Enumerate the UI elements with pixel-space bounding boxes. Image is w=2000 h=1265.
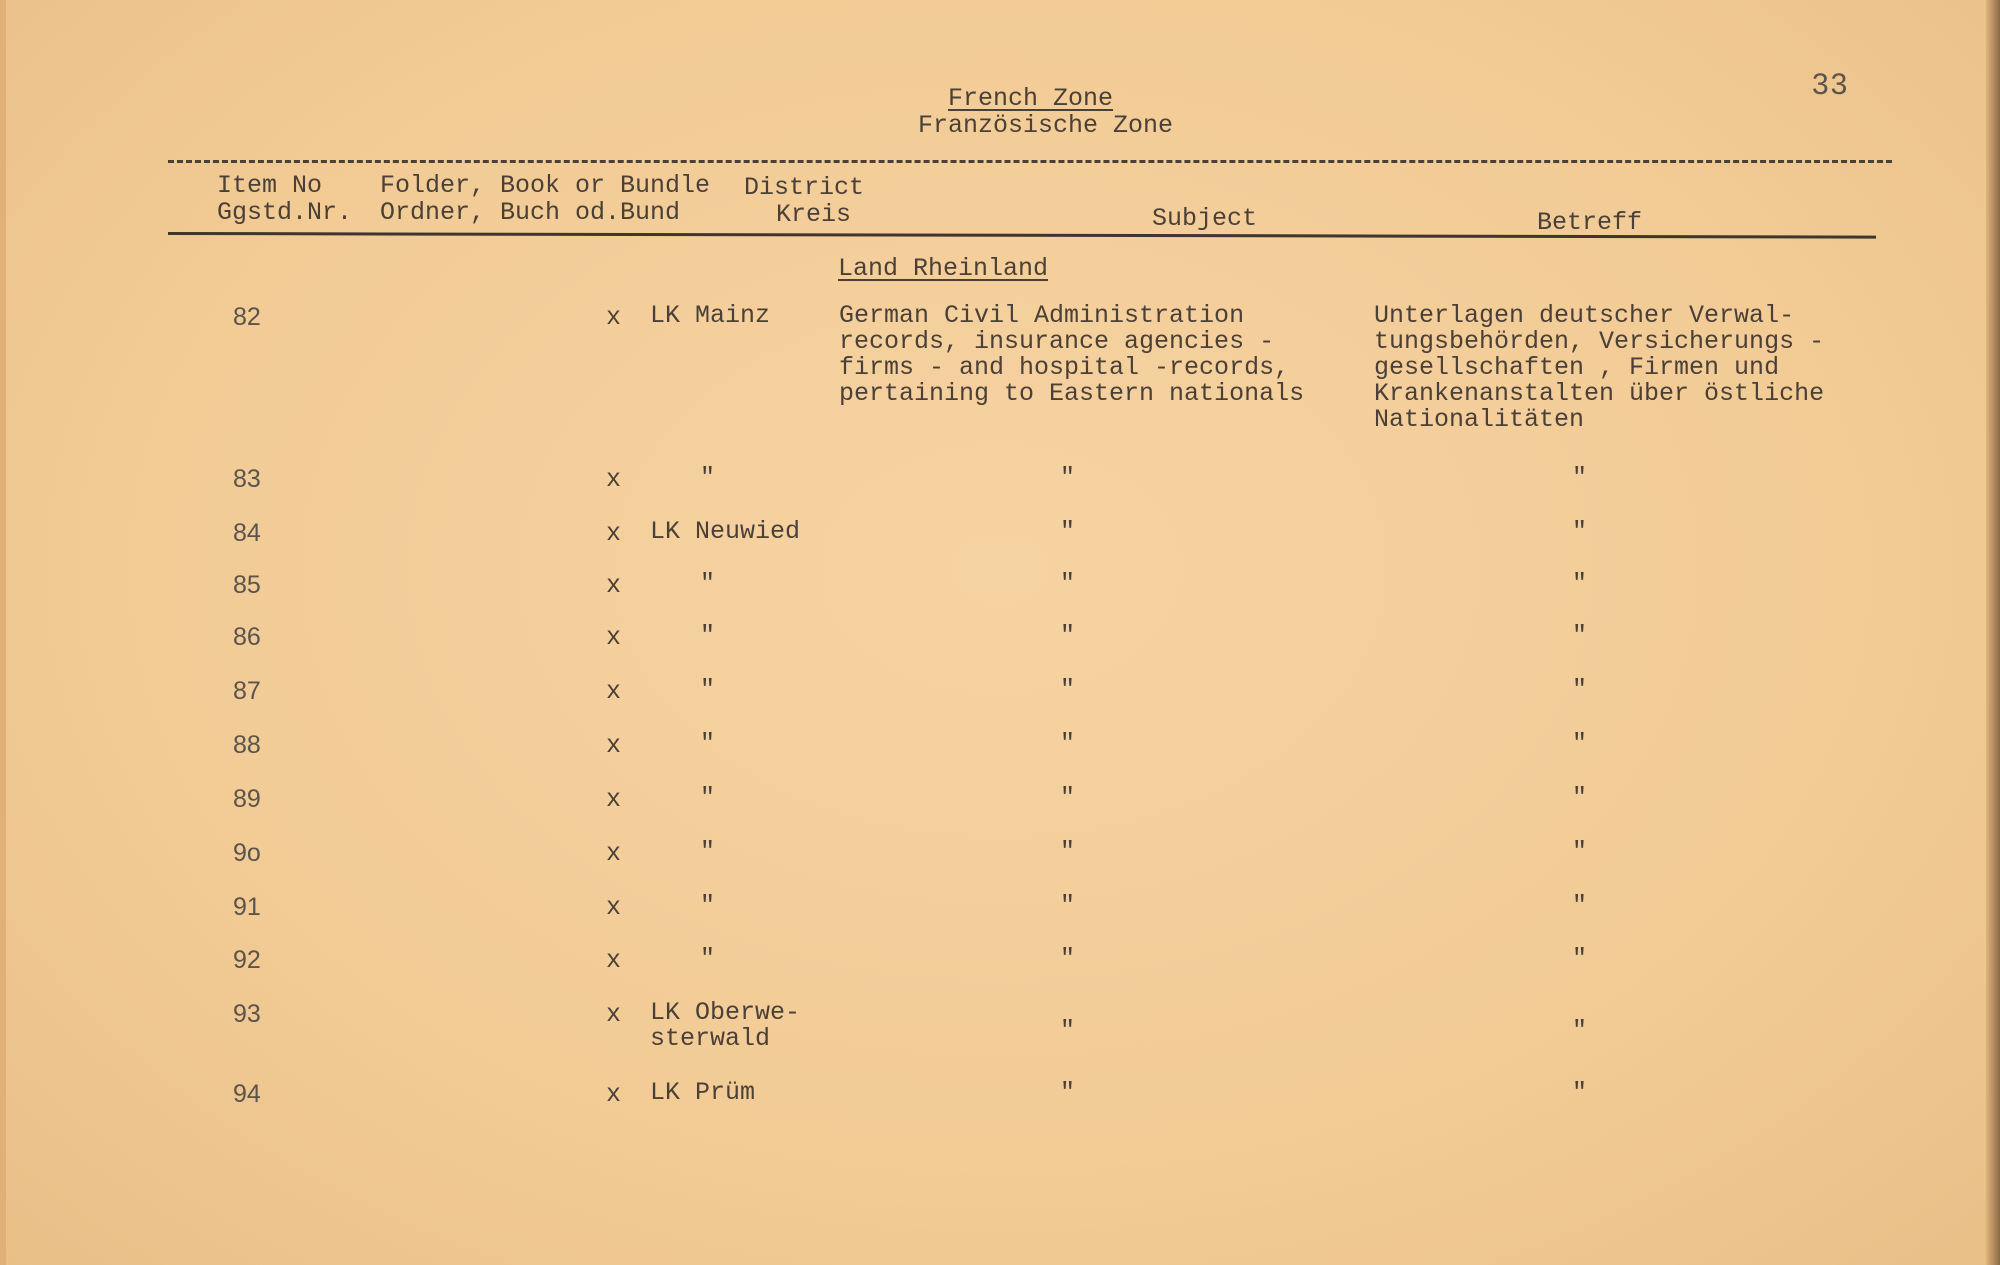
cell-folder-mark: x — [606, 1080, 622, 1109]
cell-folder-mark: x — [606, 1000, 622, 1029]
cell-folder-mark: x — [606, 465, 622, 494]
cell-subject: " — [1060, 517, 1076, 546]
cell-subject: " — [1060, 837, 1076, 866]
header-district-de: Kreis — [776, 200, 852, 229]
cell-district: " — [700, 675, 716, 704]
cell-subject: German Civil Administration records, insurance agencies - firms - and hospital -records, pertaining to Eastern nationals — [839, 301, 1305, 408]
cell-item-number: 89 — [233, 785, 261, 813]
cell-subject: " — [1060, 1078, 1076, 1107]
cell-folder-mark: x — [606, 303, 622, 332]
cell-subject: " — [1060, 621, 1076, 650]
cell-district: " — [700, 837, 716, 866]
header-folder: Folder, Book or Bundle — [380, 171, 711, 200]
cell-district: " — [700, 569, 716, 598]
page-title: French Zone — [948, 84, 1114, 113]
cell-subject: " — [1060, 1016, 1076, 1045]
cell-betreff: " — [1572, 517, 1588, 546]
cell-betreff: " — [1572, 837, 1588, 866]
cell-subject: " — [1060, 675, 1076, 704]
cell-betreff: " — [1572, 569, 1588, 598]
page-right-edge — [1986, 0, 2000, 1265]
cell-folder-mark: x — [606, 893, 622, 922]
cell-item-number: 85 — [233, 571, 261, 599]
cell-district: LK Neuwied — [650, 517, 801, 546]
page-number: 33 — [1812, 68, 1850, 101]
cell-betreff: " — [1572, 1078, 1588, 1107]
cell-betreff: " — [1572, 729, 1588, 758]
cell-folder-mark: x — [606, 519, 622, 548]
cell-folder-mark: x — [606, 946, 622, 975]
header-item-no: Item No — [217, 171, 323, 200]
cell-district: " — [700, 621, 716, 650]
cell-subject: " — [1060, 783, 1076, 812]
header-folder-de: Ordner, Buch od.Bund — [380, 198, 681, 227]
cell-item-number: 84 — [233, 519, 261, 547]
cell-item-number: 94 — [233, 1080, 261, 1108]
cell-folder-mark: x — [606, 571, 622, 600]
cell-betreff: " — [1572, 891, 1588, 920]
cell-subject: " — [1060, 944, 1076, 973]
cell-district: " — [700, 463, 716, 492]
cell-district: " — [700, 783, 716, 812]
cell-betreff: " — [1572, 944, 1588, 973]
cell-item-number: 82 — [233, 303, 261, 331]
header-district: District — [744, 173, 865, 202]
cell-subject: " — [1060, 463, 1076, 492]
section-heading: Land Rheinland — [838, 254, 1049, 283]
cell-item-number: 93 — [233, 1000, 261, 1028]
page-subtitle: Französische Zone — [918, 111, 1174, 140]
page-left-edge — [0, 0, 6, 1265]
cell-item-number: 92 — [233, 946, 261, 974]
header-betreff: Betreff — [1537, 208, 1643, 237]
cell-district: LK Oberwe- sterwald — [650, 998, 801, 1053]
cell-item-number: 9o — [233, 839, 261, 867]
cell-item-number: 83 — [233, 465, 261, 493]
cell-folder-mark: x — [606, 731, 622, 760]
cell-item-number: 88 — [233, 731, 261, 759]
cell-district: LK Mainz — [650, 301, 771, 330]
cell-item-number: 87 — [233, 677, 261, 705]
cell-folder-mark: x — [606, 623, 622, 652]
cell-district: " — [700, 729, 716, 758]
cell-subject: " — [1060, 891, 1076, 920]
cell-betreff: " — [1572, 1016, 1588, 1045]
cell-item-number: 86 — [233, 623, 261, 651]
cell-district: LK Prüm — [650, 1078, 756, 1107]
cell-subject: " — [1060, 569, 1076, 598]
cell-betreff: " — [1572, 783, 1588, 812]
header-top-rule — [168, 160, 1892, 163]
cell-betreff: Unterlagen deutscher Verwal- tungsbehörden, Versicherungs - gesellschaften , Firmen und Krankenanstalten über östliche Nationalitäten — [1374, 301, 1825, 434]
cell-betreff: " — [1572, 621, 1588, 650]
cell-folder-mark: x — [606, 677, 622, 706]
header-item-no-de: Ggstd.Nr. — [217, 198, 353, 227]
cell-subject: " — [1060, 729, 1076, 758]
cell-folder-mark: x — [606, 839, 622, 868]
cell-folder-mark: x — [606, 785, 622, 814]
cell-district: " — [700, 891, 716, 920]
cell-betreff: " — [1572, 463, 1588, 492]
cell-item-number: 91 — [233, 893, 261, 921]
cell-district: " — [700, 944, 716, 973]
cell-betreff: " — [1572, 675, 1588, 704]
header-subject: Subject — [1152, 204, 1258, 233]
